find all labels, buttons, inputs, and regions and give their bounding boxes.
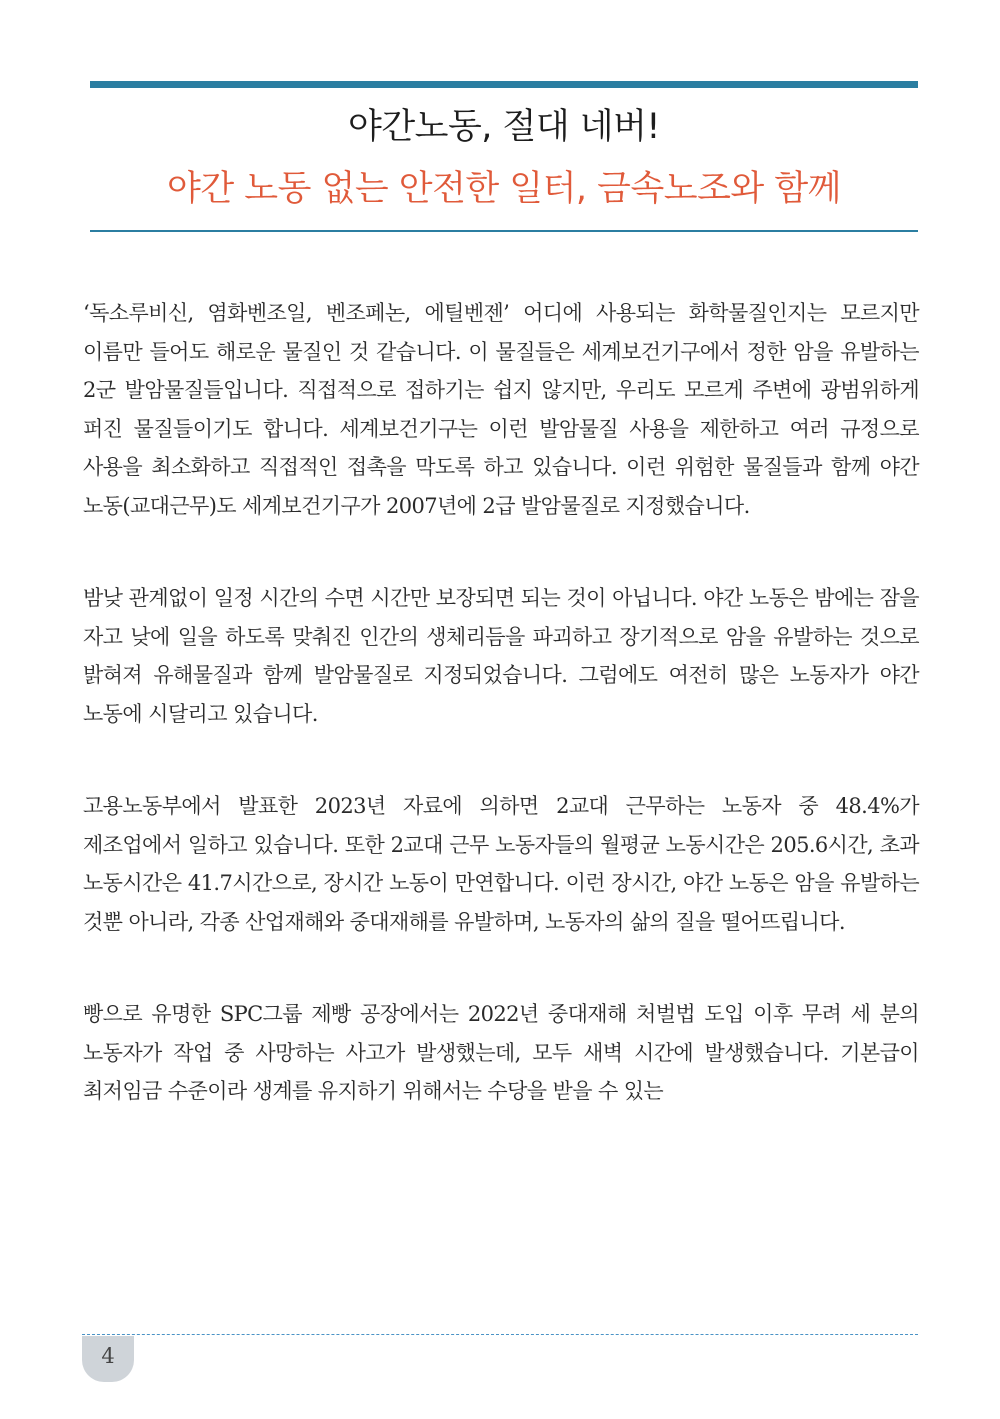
page-number-tab (82, 1336, 134, 1382)
header-top-rule (90, 81, 918, 88)
header-bottom-rule (90, 230, 918, 232)
page-number: 4 (101, 1344, 115, 1368)
page-subtitle: 야간 노동 없는 안전한 일터, 금속노조와 함께 (167, 169, 841, 209)
paragraph: 고용노동부에서 발표한 2023년 자료에 의하면 2교대 근무하는 노동자 중 48.4%가 제조업에서 일하고 있습니다. 또한 2교대 근무 노동자들의 월평균 노동시간은 205.6시간, 초과 노동시간은 41.7시간으로, 장시간 노동이 만연합니다. 이런 장시간, 야간 노동은 암을 유발하는 것뿐 아니라, 각종 산업재해와 중대재해를 유발하며, 노동자의 삶의 질을 떨어뜨립니다. (83, 794, 919, 934)
paragraph: ‘독소루비신, 염화벤조일, 벤조페논, 에틸벤젠’ 어디에 사용되는 화학물질인지는 모르지만 이름만 들어도 해로운 물질인 것 같습니다. 이 물질들은 세계보건기구에서 정한 암을 유발하는 2군 발암물질들입니다. 직접적으로 접하기는 쉽지 않지만, 우리도 모르게 주변에 광범위하게 퍼진 물질들이기도 합니다. 세계보건기구는 이런 발암물질 사용을 제한하고 여러 규정으로 사용을 최소화하고 직접적인 접촉을 막도록 하고 있습니다. 이런 위험한 물질들과 함께 야간 노동(교대근무)도 세계보건기구가 2007년에 2급 발암물질로 지정했습니다. (83, 301, 919, 518)
paragraph: 빵으로 유명한 SPC그룹 제빵 공장에서는 2022년 중대재해 처벌법 도입 이후 무려 세 분의 노동자가 작업 중 사망하는 사고가 발생했는데, 모두 새벽 시간에 발생했습니다. 기본급이 최저임금 수준이라 생계를 유지하기 위해서는 수당을 받을 수 있는 (83, 1002, 919, 1103)
paragraph: 밤낮 관계없이 일정 시간의 수면 시간만 보장되면 되는 것이 아닙니다. 야간 노동은 밤에는 잠을 자고 낮에 일을 하도록 맞춰진 인간의 생체리듬을 파괴하고 장기적으로 암을 유발하는 것으로 밝혀져 유해물질과 함께 발암물질로 지정되었습니다. 그럼에도 여전히 많은 노동자가 야간 노동에 시달리고 있습니다. (83, 586, 919, 726)
footer-dashed-rule (82, 1334, 918, 1335)
article-body (83, 294, 919, 1165)
page-title: 야간노동, 절대 네버! (348, 107, 660, 147)
